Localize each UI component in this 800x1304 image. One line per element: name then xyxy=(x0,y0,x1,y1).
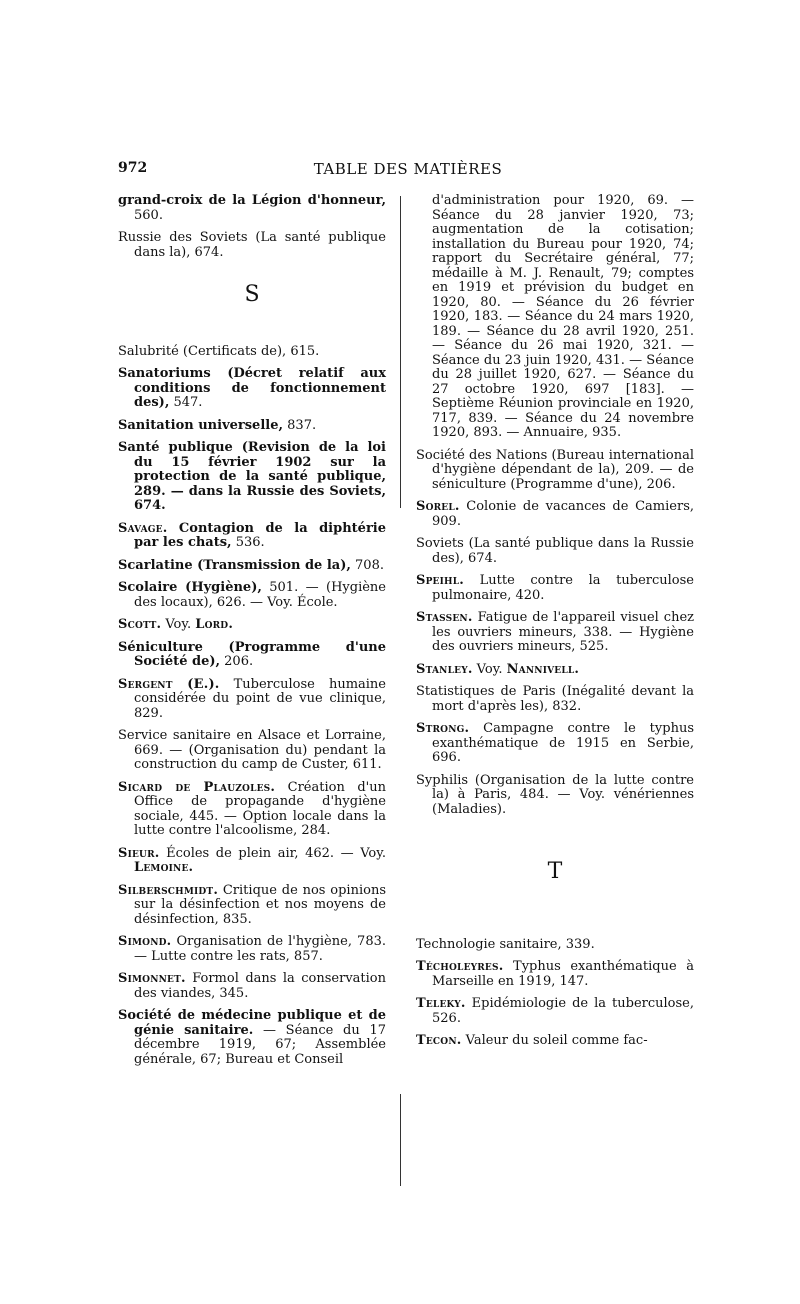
right-column xyxy=(416,194,694,1057)
index-entry: Simonnet. Formol dans la conservation des viandes, 345. xyxy=(118,971,386,1001)
index-entry: Stanley. Voy. Nannivell. xyxy=(416,661,580,677)
index-entry: Santé publique (Revision de la loi du 15 février 1902 sur la protection de la santé publique, 289. — dans la Russie des Soviets, 674. xyxy=(118,440,386,513)
index-entry: grand-croix de la Légion d'honneur, 560. xyxy=(118,193,386,223)
page-header xyxy=(118,160,698,180)
index-entry: Salubrité (Certificats de), 615. xyxy=(118,343,320,359)
index-entry: Técholeyres. Typhus exanthématique à Marseille en 1919, 147. xyxy=(416,959,694,989)
index-entry: Speihl. Lutte contre la tuberculose pulmonaire, 420. xyxy=(416,573,694,603)
section-letter-s: S xyxy=(244,282,260,307)
index-entry: Sanatoriums (Décret relatif aux conditions de fonctionnement des), 547. xyxy=(118,366,386,410)
index-entry: Technologie sanitaire, 339. xyxy=(416,936,595,952)
index-entry-continuation: d'administration pour 1920, 69. — Séance du 28 janvier 1920, 73; augmentation de la cotisation; installation du Bureau pour 1920, 74; rapport du Secrétaire général, 77; médaille à M. J. Renault, 79; comptes en 1919 et prévision du budget en 1920, 80. — Séance du 26 février 1920, 183. — Séance du 24 mars 1920, 189. — Séance du 28 avril 1920, 251. — Séance du 26 mai 1920, 321. — Séance du 23 juin 1920, 431. — Séance du 28 juillet 1920, 627. — Séance du 27 octobre 1920, 697 [183]. — Septième Réunion provinciale en 1920, 717, 839. — Séance du 24 novembre 1920, 893. — Annuaire, 935. xyxy=(432,193,694,440)
index-entry: Russie des Soviets (La santé publique dans la), 674. xyxy=(118,230,386,260)
index-entry: Tecon. Valeur du soleil comme fac- xyxy=(416,1033,648,1048)
index-entry: Séniculture (Programme d'une Société de), 206. xyxy=(118,639,386,669)
index-entry: Société de médecine publique et de génie sanitaire. — Séance du 17 décembre 1919, 67; Assemblée générale, 67; Bureau et Conseil xyxy=(118,1008,386,1067)
index-entry: Soviets (La santé publique dans la Russie des), 674. xyxy=(416,536,694,566)
index-entry: Sicard de Plauzoles. Création d'un Office de propagande d'hygiène sociale, 445. — Option locale dans la lutte contre l'alcoolisme, 284. xyxy=(118,779,386,838)
index-entry: Sieur. Écoles de plein air, 462. — Voy. Lemoine. xyxy=(118,845,386,875)
page-number: 972 xyxy=(118,160,148,176)
section-letter-t: T xyxy=(547,859,563,884)
index-entry: Service sanitaire en Alsace et Lorraine, 669. — (Organisation du) pendant la construction du camp de Custer, 611. xyxy=(118,728,386,772)
index-entry: Scolaire (Hygiène), 501. — (Hygiène des locaux), 626. — Voy. École. xyxy=(118,580,386,610)
index-entry: Silberschmidt. Critique de nos opinions sur la désinfection et nos moyens de désinfection, 835. xyxy=(118,882,386,927)
index-entry: Savage. Contagion de la diphtérie par les chats, 536. xyxy=(118,520,386,550)
index-entry: Sergent (E.). Tuberculose humaine considérée du point de vue clinique, 829. xyxy=(118,676,386,721)
column-divider-top xyxy=(400,196,401,508)
index-entry: Stassen. Fatigue de l'appareil visuel chez les ouvriers mineurs, 338. — Hygiène des ouvriers mineurs, 525. xyxy=(416,610,694,654)
index-entry: Syphilis (Organisation de la lutte contre la) à Paris, 484. — Voy. vénériennes (Maladies). xyxy=(416,772,694,817)
index-entry: Sorel. Colonie de vacances de Camiers, 909. xyxy=(416,499,694,529)
index-entry: Sanitation universelle, 837. xyxy=(118,417,317,433)
running-title: TABLE DES MATIÈRES xyxy=(313,160,503,178)
column-divider-bottom xyxy=(400,1094,401,1186)
index-entry: Société des Nations (Bureau international d'hygiène dépendant de la), 209. — de séniculture (Programme d'une), 206. xyxy=(416,447,694,492)
index-entry: Teleky. Epidémiologie de la tuberculose, 526. xyxy=(416,996,694,1026)
left-column xyxy=(118,194,386,1075)
index-entry: Statistiques de Paris (Inégalité devant la mort d'après les), 832. xyxy=(416,684,694,714)
index-entry: Simond. Organisation de l'hygiène, 783. — Lutte contre les rats, 857. xyxy=(118,934,386,964)
index-entry: Scott. Voy. Lord. xyxy=(118,617,234,632)
index-entry: Strong. Campagne contre le typhus exanthématique de 1915 en Serbie, 696. xyxy=(416,721,694,765)
index-entry: Scarlatine (Transmission de la), 708. xyxy=(118,557,384,573)
